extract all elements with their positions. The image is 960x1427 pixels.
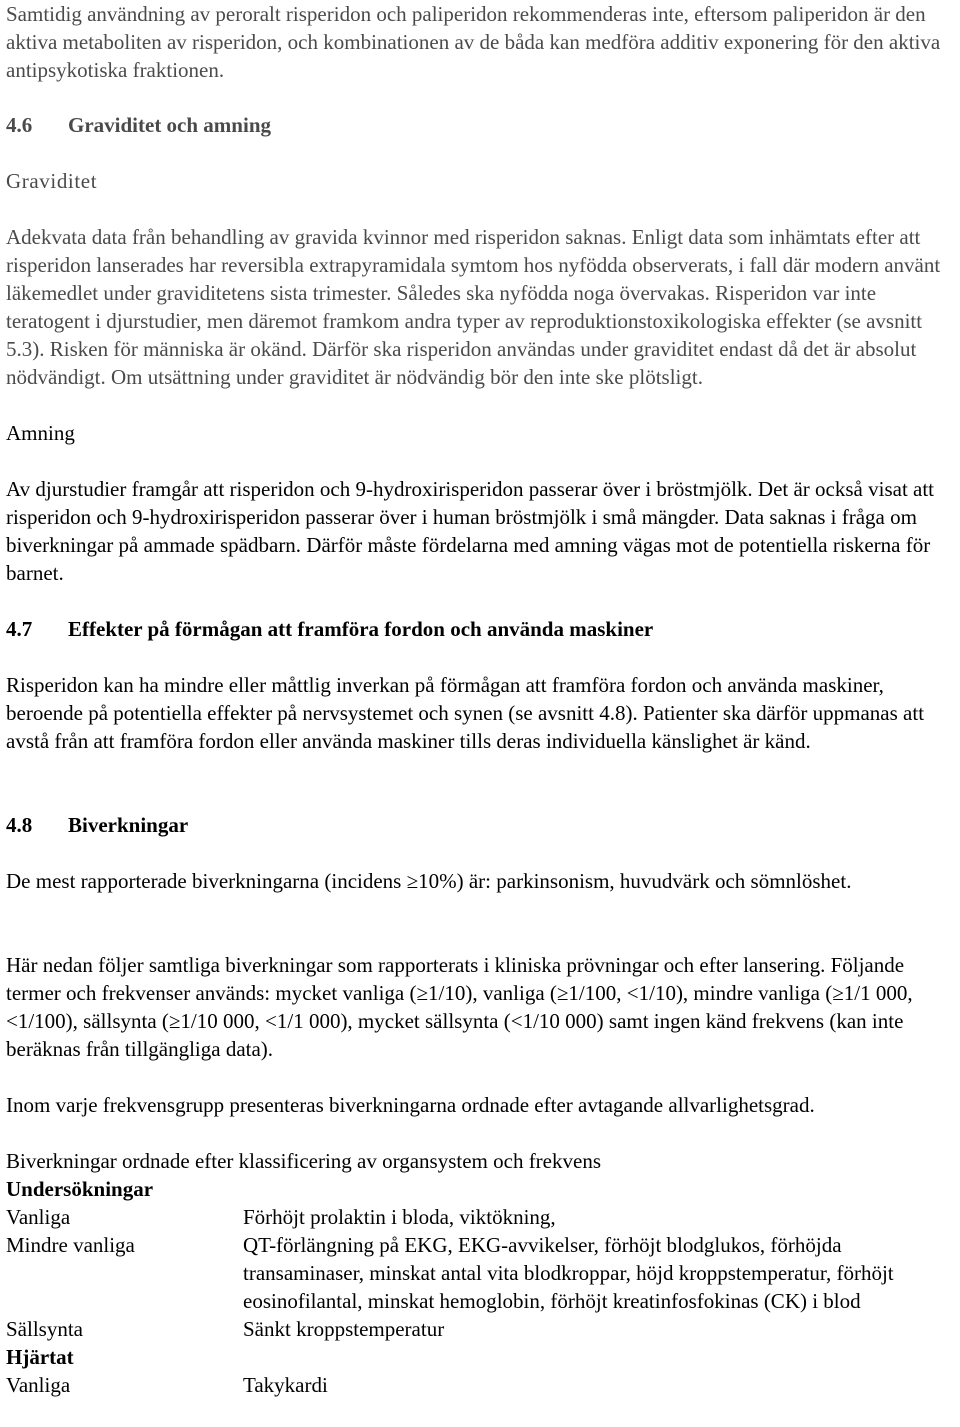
section-4-7-paragraph: Risperidon kan ha mindre eller måttlig inverkan på förmågan att framföra fordon och använda maskiner, beroende på potentiella effekter på nervsystemet och synen (se avsnitt 4.8). Patienter ska därför uppmanas att avstå från att framföra fordon eller använda maskiner tills deras individuella känslighet är känd. (6, 673, 925, 753)
frequency-label: Vanliga (6, 1373, 71, 1397)
reaction-text: Takykardi (243, 1373, 328, 1397)
reaction-text: Sänkt kroppstemperatur (243, 1317, 445, 1341)
adverse-reactions-table (6, 1175, 956, 1399)
intro-paragraph: Samtidig användning av peroralt risperidon och paliperidon rekommenderas inte, eftersom paliperidon är den aktiva metaboliten av risperidon, och kombinationen av de båda kan medföra additiv exponering för den aktiva antipsykotiska fraktionen. (6, 2, 941, 82)
organ-system-heading: Hjärtat (6, 1345, 74, 1369)
biverkningar-paragraph-1: De mest rapporterade biverkningarna (incidens ≥10%) är: parkinsonism, huvudvärk och sömnlöshet. (6, 869, 852, 893)
section-4-7-heading (6, 615, 653, 643)
frequency-label: Vanliga (6, 1205, 71, 1229)
subheading-amning: Amning (6, 421, 75, 445)
subheading-graviditet: Graviditet (6, 169, 98, 193)
section-4-8-heading (6, 811, 188, 839)
section-title: Graviditet och amning (68, 113, 271, 137)
frequency-label: Mindre vanliga (6, 1233, 135, 1257)
table-row (6, 1315, 956, 1343)
reaction-text: Förhöjt prolaktin i bloda, viktökning, (243, 1205, 556, 1229)
biverkningar-paragraph-3: Inom varje frekvensgrupp presenteras biverkningarna ordnade efter avtagande allvarlighetsgrad. (6, 1093, 815, 1117)
table-row (6, 1231, 956, 1315)
section-title: Biverkningar (68, 813, 189, 837)
section-4-6-heading (6, 111, 271, 139)
section-number: 4.8 (6, 813, 33, 837)
amning-paragraph: Av djurstudier framgår att risperidon och 9-hydroxirisperidon passerar över i bröstmjölk. Det är också visat att risperidon och 9-hydroxirisperidon passerar över i human bröstmjölk i små mängder. Data saknas i fråga om biverkningar på ammade spädbarn. Därför måste fördelarna med amning vägas mot de potentiella riskerna för barnet. (6, 477, 935, 585)
section-number: 4.7 (6, 617, 33, 641)
section-number: 4.6 (6, 113, 33, 137)
biverkningar-paragraph-2: Här nedan följer samtliga biverkningar som rapporterats i kliniska prövningar och efter lansering. Följande termer och frekvenser används: mycket vanliga (≥1/10), vanliga (≥1/100, <1/10), mindre vanliga (≥1/1 000, <1/100), sällsynta (≥1/10 000, <1/1 000), mycket sällsynta (<1/10 000) samt ingen känd frekvens (kan inte beräknas från tillgängliga data). (6, 953, 913, 1061)
table-row (6, 1203, 956, 1231)
frequency-label: Sällsynta (6, 1317, 83, 1341)
table-caption: Biverkningar ordnade efter klassificering av organsystem och frekvens (6, 1149, 601, 1173)
reaction-text: QT-förlängning på EKG, EKG-avvikelser, förhöjt blodglukos, förhöjda transaminaser, minskat antal vita blodkroppar, höjd kroppstemperatur, förhöjt eosinofilantal, minskat hemoglobin, förhöjt kreatinfosfokinas (CK) i blod (243, 1233, 894, 1313)
table-row (6, 1371, 956, 1399)
section-title: Effekter på förmågan att framföra fordon och använda maskiner (68, 617, 654, 641)
organ-system-heading: Undersökningar (6, 1177, 154, 1201)
graviditet-paragraph: Adekvata data från behandling av gravida kvinnor med risperidon saknas. Enligt data som inhämtats efter att risperidon lanserades har reversibla extrapyramidala symtom hos nyfödda observerats, i fall där modern använt läkemedlet under graviditetens sista trimester. Således ska nyfödda noga övervakas. Risperidon var inte teratogent i djurstudier, men däremot framkom andra typer av reproduktionstoxikologiska effekter (se avsnitt 5.3). Risken för människa är okänd. Därför ska risperidon användas under graviditet endast då det är absolut nödvändigt. Om utsättning under graviditet är nödvändig bör den inte ske plötsligt. (6, 225, 941, 389)
